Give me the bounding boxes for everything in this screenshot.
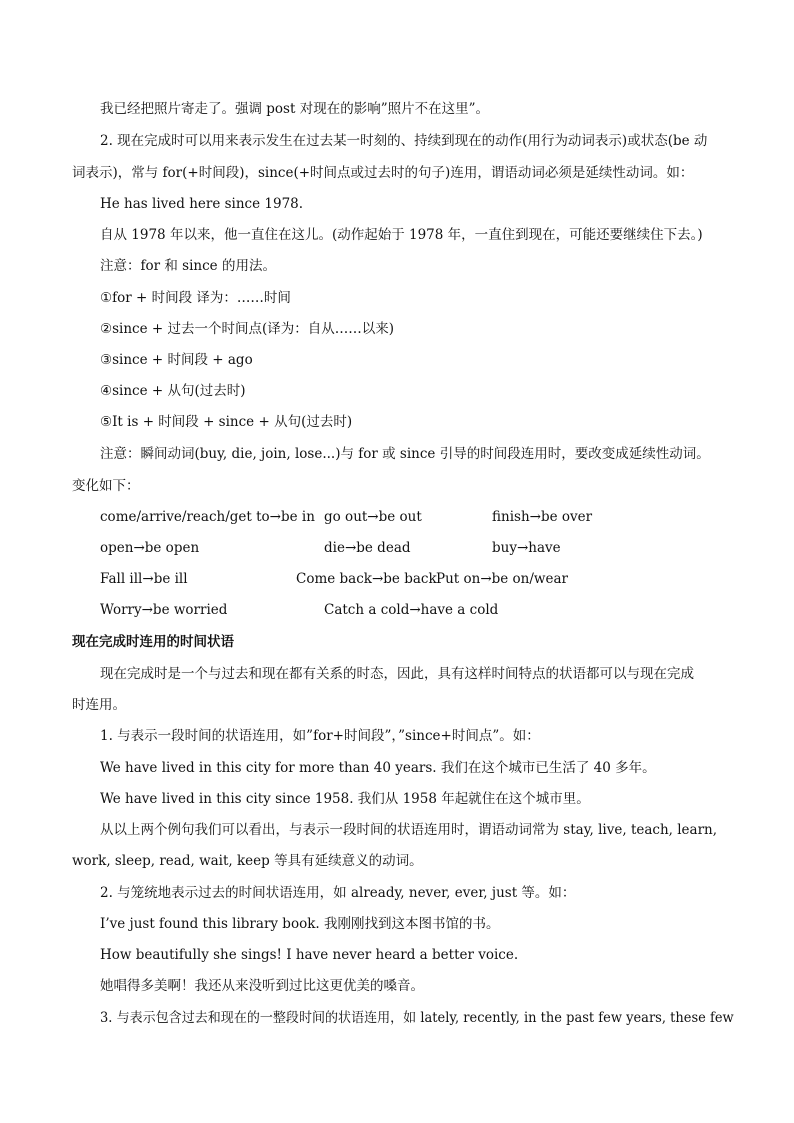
text-line: 变化如下：: [72, 478, 140, 494]
text-line: 2. 与笼统地表示过去的时间状语连用，如 already, never, ever, just 等。如：: [100, 885, 576, 901]
list-item: ⑤It is + 时间段 + since + 从句(过去时): [100, 414, 353, 430]
change-entry: come/arrive/reach/get to→be in: [100, 509, 315, 525]
change-entry: Come back→be back: [296, 571, 437, 587]
change-entry: Put on→be on/wear: [436, 571, 568, 587]
list-item: ①for + 时间段 译为：……时间: [100, 290, 291, 306]
text-line: 自从 1978 年以来，他一直住在这儿。(动作起始于 1978 年，一直住到现在，可能还要继续住下去。): [100, 227, 703, 243]
example-sentence: We have lived in this city since 1958. 我们从 1958 年起就住在这个城市里。: [100, 791, 590, 807]
text-line: 从以上两个例句我们可以看出，与表示一段时间的状语连用时，谓语动词常为 stay, live, teach, learn,: [100, 822, 718, 838]
change-entry: Worry→be worried: [100, 602, 228, 618]
change-entry: Catch a cold→have a cold: [324, 602, 499, 618]
text-line: 时连用。: [72, 697, 126, 713]
change-entry: buy→have: [492, 540, 561, 556]
example-sentence: How beautifully she sings! I have never heard a better voice.: [100, 947, 519, 963]
change-entry: go out→be out: [324, 509, 422, 525]
text-line: He has lived here since 1978.: [100, 196, 304, 212]
list-item: ④since + 从句(过去时): [100, 383, 246, 399]
change-entry: die→be dead: [324, 540, 411, 556]
text-line: 词表示)，常与 for(+时间段)，since(+时间点或过去时的句子)连用，谓语动词必须是延续性动词。如：: [72, 165, 694, 181]
change-entry: open→be open: [100, 540, 200, 556]
text-line: 我已经把照片寄走了。强调 post 对现在的影响”照片不在这里”。: [100, 101, 490, 117]
text-line: 2. 现在完成时可以用来表示发生在过去某一时刻的、持续到现在的动作(用行为动词表示)或状态(be 动: [100, 133, 708, 149]
text-line: work, sleep, read, wait, keep 等具有延续意义的动词。: [72, 853, 423, 869]
change-entry: finish→be over: [492, 509, 593, 525]
change-entry: Fall ill→be ill: [100, 571, 188, 587]
text-line: 注意：for 和 since 的用法。: [100, 258, 276, 274]
text-line: 3. 与表示包含过去和现在的一整段时间的状语连用，如 lately, recently, in the past few years, these few: [100, 1010, 734, 1026]
example-sentence: We have lived in this city for more than 40 years. 我们在这个城市已生活了 40 多年。: [100, 760, 656, 776]
text-line: 注意：瞬间动词(buy, die, join, lose...)与 for 或 since 引导的时间段连用时，要改变成延续性动词。: [100, 446, 710, 462]
list-item: ③since + 时间段 + ago: [100, 352, 253, 368]
text-line: 现在完成时是一个与过去和现在都有关系的时态，因此，具有这样时间特点的状语都可以与现在完成: [100, 666, 694, 682]
text-line: 1. 与表示一段时间的状语连用，如”for+时间段”，”since+时间点”。如：: [100, 728, 540, 744]
text-line: 她唱得多美啊！我还从来没听到过比这更优美的嗓音。: [100, 978, 424, 994]
section-heading: 现在完成时连用的时间状语: [72, 634, 234, 650]
example-sentence: I’ve just found this library book. 我刚刚找到这本图书馆的书。: [100, 916, 500, 932]
list-item: ②since + 过去一个时间点(译为：自从……以来): [100, 321, 395, 337]
